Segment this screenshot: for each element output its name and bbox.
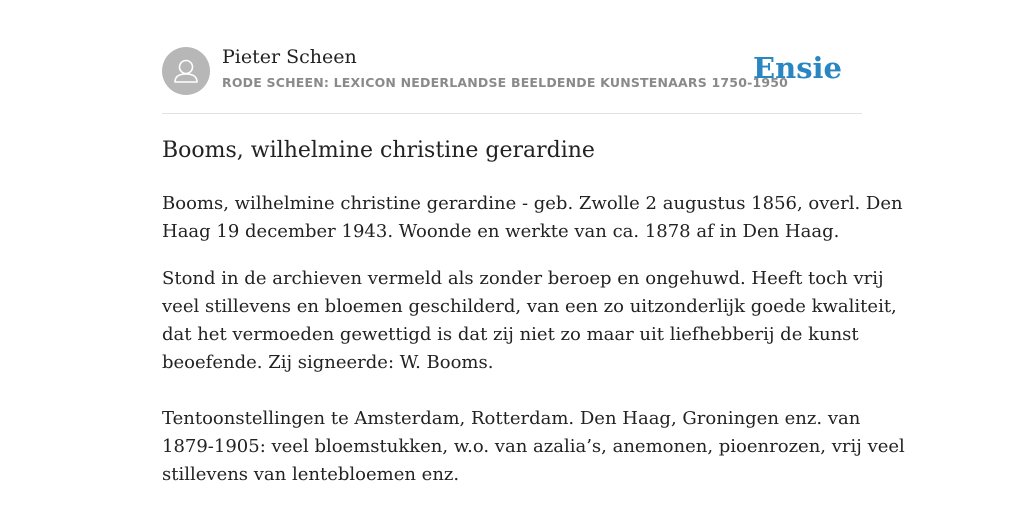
author-name[interactable]: Pieter Scheen bbox=[222, 46, 357, 68]
article-paragraph-2 bbox=[162, 265, 897, 377]
paragraph-line: Haag 19 december 1943. Woonde en werkte van ca. 1878 af in Den Haag. bbox=[162, 221, 840, 242]
article-paragraph-3 bbox=[162, 405, 905, 489]
paragraph-line: Tentoonstellingen te Amsterdam, Rotterdam. Den Haag, Groningen enz. van bbox=[162, 408, 861, 429]
user-silhouette-icon bbox=[162, 47, 210, 95]
paragraph-line: 1879-1905: veel bloemstukken, w.o. van azalia’s, anemonen, pioenrozen, vrij veel bbox=[162, 436, 905, 457]
ensie-logo[interactable]: Ensie bbox=[753, 51, 842, 85]
paragraph-line: dat het vermoeden gewettigd is dat zij niet zo maar uit liefhebberij de kunst bbox=[162, 324, 859, 345]
paragraph-line: stillevens van lentebloemen enz. bbox=[162, 464, 460, 485]
author-avatar[interactable] bbox=[162, 47, 210, 95]
paragraph-line: beoefende. Zij signeerde: W. Booms. bbox=[162, 352, 494, 373]
paragraph-line: veel stillevens en bloemen geschilderd, van een zo uitzonderlijk goede kwaliteit, bbox=[162, 296, 897, 317]
article-header bbox=[162, 46, 862, 96]
paragraph-line: Stond in de archieven vermeld als zonder beroep en ongehuwd. Heeft toch vrij bbox=[162, 268, 884, 289]
article-paragraph-1 bbox=[162, 190, 903, 246]
source-title[interactable]: RODE SCHEEN: LEXICON NEDERLANDSE BEELDENDE KUNSTENAARS 1750-1950 bbox=[222, 75, 789, 90]
article-title: Booms, wilhelmine christine gerardine bbox=[162, 138, 595, 163]
paragraph-line: Booms, wilhelmine christine gerardine - geb. Zwolle 2 augustus 1856, overl. Den bbox=[162, 193, 903, 214]
header-divider bbox=[162, 113, 862, 114]
